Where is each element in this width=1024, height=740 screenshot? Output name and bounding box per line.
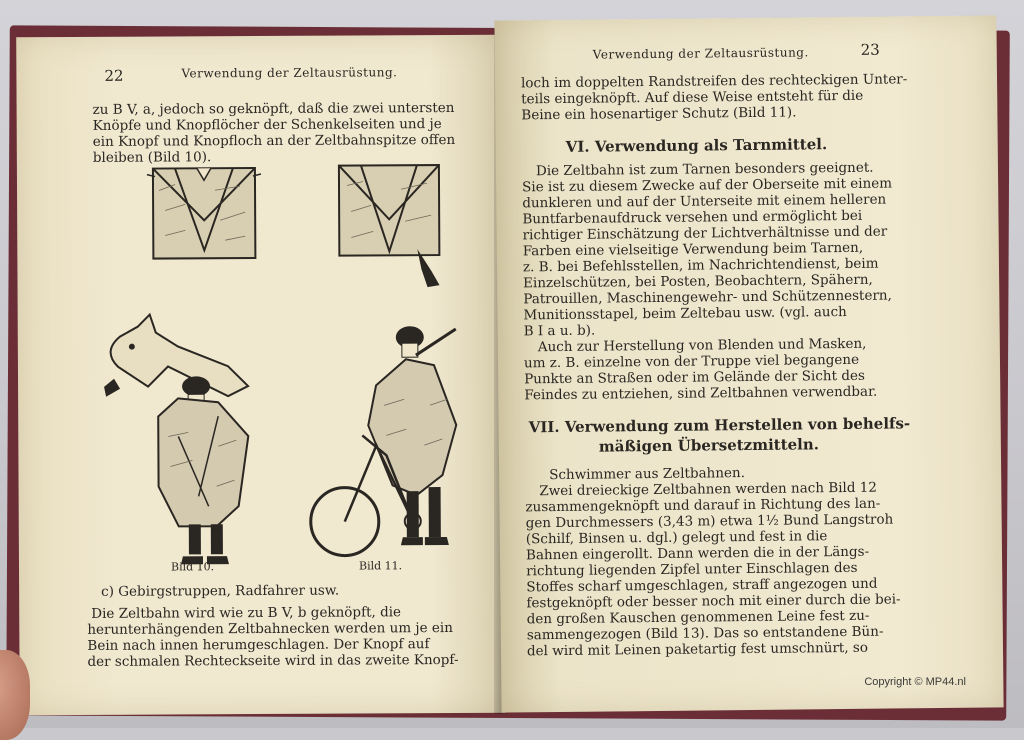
right-top-line-1: loch im doppelten Randstreifen des rechteckigen Unter- [520,71,908,92]
soldier-with-bicycle-illustration [306,315,467,574]
left-page [16,35,506,716]
left-top-line-2: Knöpfe und Knopflöcher der Schenkelseiten und je [92,116,442,134]
vi-line-9: Patrouillen, Maschinengewehr- und Schützennestern, [523,287,892,308]
soldier-with-horse-illustration [98,306,259,569]
vi-line-6: Farben eine vielseitige Verwendung beim Tarnen, [522,239,864,260]
left-bottom-line-1: Die Zeltbahn wird wie zu B V, b geknöpft, die [91,604,402,622]
vi-line-15: Feindes zu entziehen, sind Zeltbahnen verwendbar. [524,383,878,404]
right-top-line-2: teils eingeknöpft. Auf diese Weise entsteht für die [521,87,864,108]
vii-line-8: Stoffes scharf umgeschlagen, straff angezogen und [526,575,878,596]
heading-section-vii-line-1: VII. Verwendung zum Herstellen von behelfs- [528,414,911,437]
vii-line-11: sammengezogen (Bild 13). Das so entstandene Bün- [526,623,884,644]
vi-line-12: Auch zur Herstellung von Blenden und Masken, [537,335,867,356]
vii-line-1: Schwimmer aus Zeltbahnen. [549,465,746,484]
vi-line-14: Punkte an Straßen oder im Gelände der Sicht des [524,367,865,388]
heading-section-vii-line-2: mäßigen Übersetzmitteln. [598,435,820,456]
right-top-line-3: Beine ein hosenartiger Schutz (Bild 11). [521,104,797,124]
left-page-number: 22 [104,66,124,85]
caption-bild-11: Bild 11. [358,559,403,573]
vii-line-5: (Schilf, Binsen u. dgl.) gelegt und fest in die [525,528,828,548]
left-bottom-line-4: der schmalen Rechteckseite wird in das zweite Knopf- [87,651,459,670]
vii-line-6: Bahnen eingerollt. Dann werden die in der Längs- [525,543,870,564]
caption-bild-10: Bild 10. [170,560,215,574]
vi-line-5: richtiger Einschätzung der Lichtverhältnisse und der [522,223,888,244]
copyright-watermark: Copyright © MP44.nl [864,676,966,688]
vi-line-2: Sie ist zu diesem Zwecke auf der Oberseite mit einem [522,175,893,196]
vii-line-3: zusammengeknöpft und darauf in Richtung des lan- [525,495,881,516]
vii-line-12: del wird mit Leinen paketartig fest umschnürt, so [526,639,869,660]
right-page [494,15,1003,712]
heading-section-vi: VI. Verwendung als Tarnmittel. [565,135,828,156]
vi-line-7: z. B. bei Befehlsstellen, im Nachrichtendienst, beim [522,255,879,276]
right-page-header: Verwendung der Zeltausrüstung. [592,45,809,62]
vi-line-11: B I a u. b). [523,322,596,340]
right-page-number: 23 [860,40,880,59]
vii-line-9: festgeknöpft oder besser noch mit einer durch die bei- [526,591,901,612]
section-c-heading: c) Gebirgstruppen, Radfahrer usw. [101,582,340,600]
vii-line-10: den großen Kauschen genommenen Leine fest zu- [526,607,870,628]
vi-line-3: dunkleren und auf der Unterseite mit einem helleren [522,191,887,212]
left-top-line-3: ein Knopf und Knopfloch an der Zeltbahnspitze offen [92,131,456,150]
tent-poncho-illustration-front [145,160,264,265]
vi-line-1: Die Zeltbahn ist zum Tarnen besonders geeignet. [535,159,874,180]
left-page-header: Verwendung der Zeltausrüstung. [181,65,398,81]
vi-line-4: Buntfarbenaufdruck versehen und ermöglicht bei [522,207,863,228]
vii-line-4: gen Durchmessers (3,43 m) etwa 1½ Bund Langstroh [525,511,894,532]
left-top-line-4: bleiben (Bild 10). [92,149,212,166]
left-bottom-line-2: herunterhängenden Zeltbahnecken werden um je ein [87,619,453,638]
left-top-line-1: zu B V, a, jedoch so geknöpft, daß die zwei untersten [92,99,455,118]
vi-line-8: Einzelschützen, bei Posten, Beobachtern, Spähern, [523,271,873,292]
vi-line-10: Munitionsstapel, beim Zeltebau usw. (vgl. auch [523,303,847,324]
vi-line-13: um z. B. einzelne von der Truppe viel begangene [523,351,860,372]
tent-poncho-illustration-legs [335,159,446,292]
vii-line-2: Zwei dreieckige Zeltbahnen werden nach Bild 12 [539,479,878,500]
left-bottom-line-3: Bein nach innen herumgeschlagen. Der Knopf auf [87,636,430,654]
vii-line-7: richtung liegenden Zipfel unter Einschlagen des [526,559,858,580]
